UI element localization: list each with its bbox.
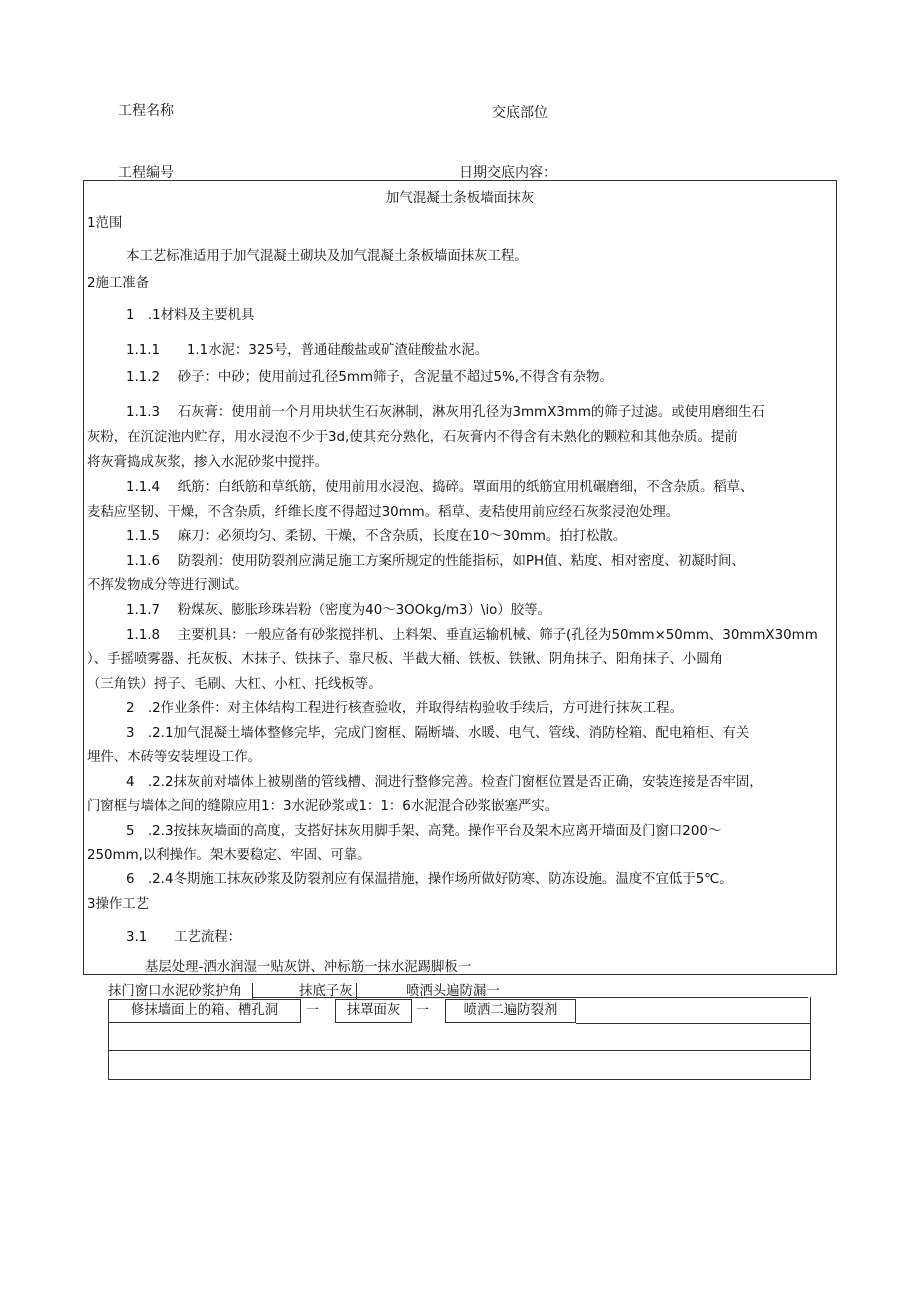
flow-box-finish-coat: 抹罩面灰 <box>335 999 412 1023</box>
text-line: 不挥发物成分等进行测试。 <box>87 578 248 593</box>
project-name-label: 工程名称 <box>118 103 174 119</box>
flow-top-rule <box>252 997 808 998</box>
text-line: 本工艺标准适用于加气混凝土砌块及加气混凝土条板墙面抹灰工程。 <box>126 249 528 264</box>
section-heading: 3操作工艺 <box>87 897 150 912</box>
text-line: 1.1.7 粉煤灰、膨胀珍珠岩粉（密度为40～3OOkg∕m3）\io）胶等。 <box>126 603 551 618</box>
text-line: 1.1.5 麻刀：必须均匀、柔韧、干燥，不含杂质，长度在10～30mm。拍打松散。 <box>126 529 627 544</box>
text-line: 1.1.8 主要机具：一般应备有砂浆搅拌机、上料架、垂直运输机械、筛子(孔径为50mm×50mm、30mmX30mm <box>126 628 818 643</box>
doc-title: 加气混凝土条板墙面抹灰 <box>385 190 535 206</box>
text-line: 1.1.1 1.1水泥：325号，普通硅酸盐或矿渣硅酸盐水泥。 <box>126 343 489 358</box>
flow-frame-left <box>108 1023 109 1080</box>
flow-box-second-spray: 喷洒二遍防裂剂 <box>445 999 576 1023</box>
text-line: 4 .2.2抹灰前对墙体上被剔凿的管线槽、洞进行整修完善。检查门窗框位置是否正确，安装连接是否牢固， <box>126 775 763 790</box>
text-line: 3 .2.1加气混凝土墙体整修完毕，完成门窗框、隔断墙、水暖、电气、管线、消防栓箱、配电箱柜、有关 <box>126 726 750 741</box>
text-line: 2 .2作业条件：对主体结构工程进行核查验收，并取得结构验收手续后，方可进行抹灰工程。 <box>126 701 683 716</box>
text-line: 6 .2.4冬期施工抹灰砂浆及防裂剂应有保温措施，操作场所做好防寒、防冻设施。温度不宜低于5℃。 <box>126 872 733 887</box>
date-content-label: 日期交底内容： <box>459 165 557 181</box>
text-line: 5 .2.3按抹灰墙面的高度，支搭好抹灰用脚手架、高凳。操作平台及架木应离开墙面及门窗口200～ <box>126 824 722 839</box>
flow-frame-bottom <box>108 1079 811 1080</box>
flow-connector: 一 <box>416 1003 430 1018</box>
flow-intro-line: 基层处理-洒水润湿一贴灰饼、冲标筋一抹水泥踢脚板一 <box>145 960 472 975</box>
text-line: 1.1.6 防裂剂：使用防裂剂应满足施工方案所规定的性能指标，如PH值、粘度、相对密度、初凝时间、 <box>126 554 745 569</box>
text-line: 250mm,以利操作。架木要稳定、牢固、可靠。 <box>87 848 371 863</box>
flow-step-first-spray: 喷洒头遍防漏一 <box>406 984 500 999</box>
flow-connector: 一 <box>306 1003 320 1018</box>
project-no-label: 工程编号 <box>118 165 174 181</box>
section-heading: 2施工准备 <box>87 276 150 291</box>
text-line: 1.1.2 砂子：中砂；使用前过孔径5mm筛子，含泥量不超过5%,不得含有杂物。 <box>126 370 613 385</box>
text-line: 1 .1材料及主要机具 <box>126 308 255 323</box>
text-line: 门窗框与墙体之间的缝隙应用1：3水泥砂浆或1：1：6水泥混合砂浆嵌塞严实。 <box>87 799 559 814</box>
text-line: 埋件、木砖等安装埋设工作。 <box>87 750 262 765</box>
flow-frame-row-rule <box>576 1023 810 1024</box>
flow-step-base-coat: 抹底子灰 <box>299 984 353 999</box>
flow-box-repair-holes: 修抹墙面上的箱、槽孔洞 <box>108 999 301 1023</box>
section-heading: 1范围 <box>87 216 123 231</box>
text-line: 1.1.3 石灰膏：使用前一个月用块状生石灰淋制，淋灰用孔径为3mmX3mm的筛子过滤。或使用磨细生石 <box>126 405 765 420</box>
flow-frame-mid <box>108 1050 810 1051</box>
disclosure-part-label: 交底部位 <box>492 105 548 121</box>
text-line: （三角铁）捋子、毛刷、大杠、小杠、托线板等。 <box>87 677 382 692</box>
text-line: ）、手摇喷雾器、托灰板、木抹子、铁抹子、靠尺板、半截大桶、铁板、铁锹、阴角抹子、阳角抹子、小圆角 <box>87 652 724 667</box>
flow-step-corner-protection: 抹门窗口水泥砂浆护角 <box>108 984 242 999</box>
flow-frame-right <box>810 997 811 1080</box>
text-line: 将灰膏捣成灰浆，掺入水泥砂浆中搅拌。 <box>87 455 329 470</box>
text-line: 3.1 工艺流程： <box>126 930 242 945</box>
text-line: 麦秸应坚韧、干燥，不含杂质，纤维长度不得超过30mm。稻草、麦秸使用前应经石灰浆浸泡处理。 <box>87 505 680 520</box>
text-line: 灰粉，在沉淀池内贮存，用水浸泡不少于3d,使其充分熟化，石灰膏内不得含有未熟化的颗粒和其他杂质。提前 <box>87 430 738 445</box>
text-line: 1.1.4 纸筋：白纸筋和草纸筋，使用前用水浸泡、捣碎。罩面用的纸筋宜用机碾磨细，不含杂质。稻草、 <box>126 480 754 495</box>
